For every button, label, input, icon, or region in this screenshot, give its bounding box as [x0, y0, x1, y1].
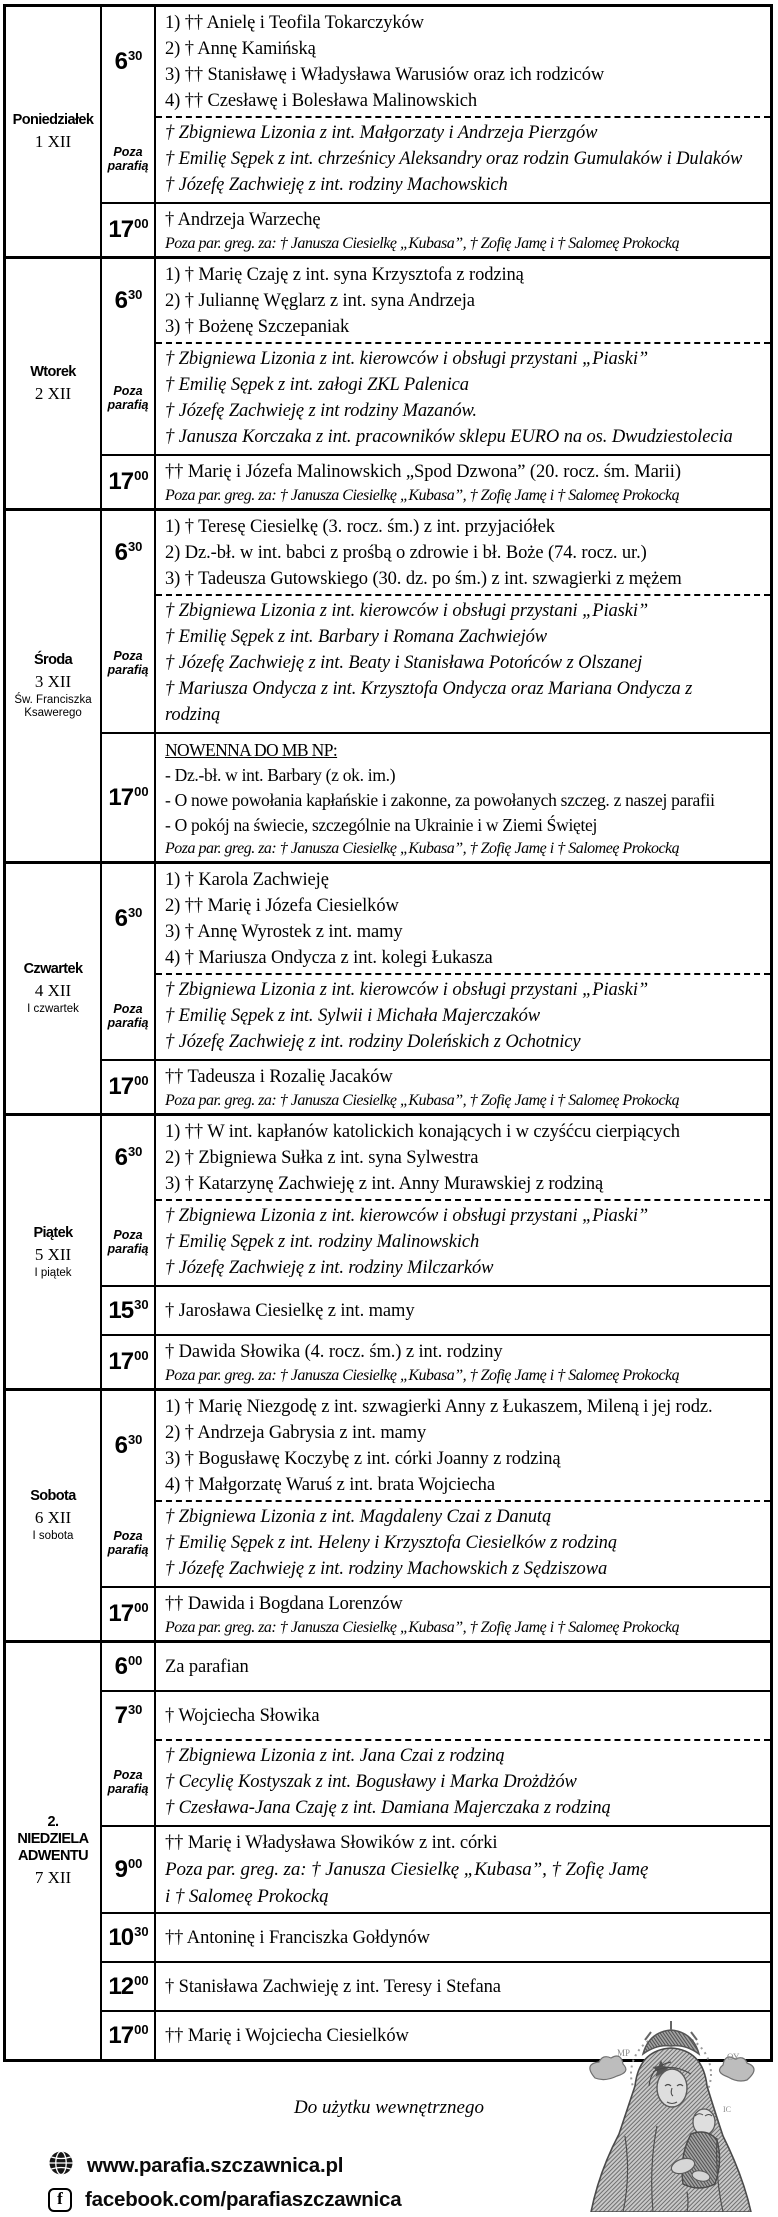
time-hour: 7	[114, 1701, 127, 1729]
day-rows	[102, 1643, 770, 2059]
time-hour: 17	[108, 216, 134, 243]
day-rows	[102, 1391, 770, 1640]
intention-line: 1) † Marię Czaję z int. syna Krzysztofa z rodziną	[165, 265, 524, 285]
outside-parish-label: Poza parafią	[102, 1199, 156, 1285]
intentions-block	[156, 1643, 770, 1690]
time-hour: 6	[114, 1431, 127, 1459]
intention-line: † Emilię Sępek z int. rodziny Malinowskich	[165, 1232, 480, 1252]
intention-line: † Zbigniewa Lizonia z int. kierowców i obsługi przystani „Piaski”	[165, 980, 649, 1000]
intention-line: † Emilię Sępek z int. chrześnicy Aleksandry oraz rodzin Gumulaków i Dulaków	[165, 149, 743, 169]
day-name: Sobota	[30, 1488, 76, 1504]
outside-parish-label: Poza parafią	[102, 973, 156, 1059]
intention-line: 1) † Karola Zachwieję	[165, 870, 329, 890]
mass-time: 6 $^{30}$	[102, 1391, 156, 1500]
intention-line: Poza par. greg. za: † Janusza Ciesielkę „Kubasa”, † Zofię Jamę i † Salomeę Prokocką	[165, 840, 680, 857]
outside-parish-block	[156, 973, 770, 1059]
outside-parish-block	[156, 594, 770, 732]
intention-line: † Andrzeja Warzechę	[165, 210, 321, 230]
day-cell	[6, 7, 102, 256]
outside-parish-block	[156, 116, 770, 202]
intentions-block	[156, 1963, 770, 2010]
time-hour: 17	[108, 2021, 134, 2049]
intention-line: † Czesława-Jana Czaję z int. Damiana Majerczaka z rodziną	[165, 1798, 611, 1818]
mass-row	[102, 732, 770, 861]
day-note: I piątek	[34, 1266, 72, 1279]
mass-row	[102, 454, 770, 508]
intention-line: 3) † Bogusławę Koczybę z int. córki Joanny z rodziną	[165, 1449, 561, 1469]
outside-parish-block	[156, 342, 770, 454]
intention-line: 2) † Zbigniewa Sułka z int. syna Sylwestra	[165, 1148, 479, 1168]
time-hour: 6	[114, 904, 127, 932]
footer	[0, 2048, 778, 2212]
time-hour: 6	[114, 538, 127, 566]
day-cell	[6, 864, 102, 1113]
day-note: I czwartek	[27, 1003, 79, 1015]
intention-line: † Wojciecha Słowika	[165, 1706, 320, 1726]
intentions-block	[156, 511, 770, 594]
mass-row	[102, 202, 770, 256]
intention-line: † Józefę Zachwieję z int. rodziny Machowskich z Sędziszowa	[165, 1559, 608, 1579]
mass-row	[102, 1912, 770, 1961]
time-hour: 9	[114, 1855, 127, 1883]
svg-text:ΙϹ: ΙϹ	[723, 2105, 731, 2114]
mass-row	[102, 1285, 770, 1334]
intention-line: † Zbigniewa Lizonia z int. kierowców i obsługi przystani „Piaski”	[165, 349, 649, 369]
intention-line: 4) † Małgorzatę Waruś z int. brata Wojciecha	[165, 1475, 495, 1495]
outside-parish-block	[156, 1199, 770, 1285]
day-section	[6, 508, 770, 861]
day-section	[6, 1388, 770, 1640]
intention-line: †† Antoninę i Franciszka Gołdynów	[165, 1928, 430, 1948]
mass-time: 17 $^{00}$	[102, 204, 156, 256]
time-hour: 17	[108, 1600, 134, 1627]
intention-line: † Emilię Sępek z int. Barbary i Romana Zachwiejów	[165, 627, 548, 647]
mass-time: 17 $^{00}$	[102, 456, 156, 508]
intention-line: † Jarosława Ciesielkę z int. mamy	[165, 1301, 415, 1321]
intention-line: rodziną	[165, 705, 221, 725]
mass-row	[102, 1643, 770, 1690]
outside-parish-block	[156, 1500, 770, 1586]
intention-line: 3) † Annę Wyrostek z int. mamy	[165, 922, 403, 942]
time-hour: 6	[114, 1143, 127, 1171]
time-hour: 17	[108, 783, 134, 811]
intentions-block	[156, 1914, 770, 1961]
day-date: 4 XII	[34, 981, 72, 1000]
intention-line: 4) † Mariusza Ondycza z int. kolegi Łukasza	[165, 948, 493, 968]
time-hour: 17	[108, 1073, 134, 1100]
mass-row	[102, 1690, 770, 1825]
intention-line: † Emilię Sępek z int. Sylwii i Michała Majerczaków	[165, 1006, 541, 1026]
day-name: Czwartek	[23, 961, 83, 977]
intention-line: † Zbigniewa Lizonia z int. kierowców i obsługi przystani „Piaski”	[165, 1206, 649, 1226]
day-name: Poniedziałek	[12, 111, 94, 128]
intention-line: † Stanisława Zachwieję z int. Teresy i Stefana	[165, 1977, 501, 1997]
time-hour: 6	[114, 47, 127, 75]
day-section	[6, 7, 770, 256]
day-date: 5 XII	[34, 1244, 72, 1264]
day-date: 2 XII	[34, 383, 72, 403]
day-date: 1 XII	[34, 131, 72, 151]
website-url: www.parafia.szczawnica.pl	[87, 2153, 344, 2177]
intentions-block	[156, 456, 770, 508]
our-lady-of-perpetual-help-icon	[565, 2016, 777, 2212]
day-name: ADWENTU	[18, 1848, 88, 1864]
intentions-block	[156, 1391, 770, 1500]
day-cell	[6, 1116, 102, 1388]
day-rows	[102, 259, 770, 508]
mass-time: 17 $^{00}$	[102, 734, 156, 861]
intentions-block	[156, 1692, 770, 1739]
intention-line: † Emilię Sępek z int. załogi ZKL Palenica	[165, 375, 469, 395]
time-hour: 6	[114, 286, 127, 314]
mass-row	[102, 1334, 770, 1388]
facebook-icon: f	[48, 2188, 72, 2212]
day-section	[6, 1640, 770, 2059]
day-name: Środa	[33, 652, 73, 668]
mass-row	[102, 1961, 770, 2010]
intention-line: † Józefę Zachwieję z int. rodziny Machowskich	[165, 175, 508, 195]
intention-line: † Zbigniewa Lizonia z int. Jana Czai z rodziną	[165, 1746, 505, 1766]
day-name: 2.	[47, 1814, 59, 1830]
intentions-block	[156, 259, 770, 342]
intention-line: † Zbigniewa Lizonia z int. Magdaleny Czai z Danutą	[165, 1507, 552, 1527]
intention-line: † Zbigniewa Lizonia z int. Małgorzaty i Andrzeja Pierzgów	[165, 123, 598, 143]
mass-row	[102, 7, 770, 202]
intention-line: 4) †† Czesławę i Bolesława Malinowskich	[165, 91, 478, 111]
intention-line: 2) †† Marię i Józefa Ciesielków	[165, 896, 399, 916]
intentions-block	[156, 1061, 770, 1113]
day-rows	[102, 7, 770, 256]
intentions-block	[156, 864, 770, 973]
outside-parish-label: Poza parafią	[102, 342, 156, 454]
day-cell	[6, 1643, 102, 2059]
day-rows	[102, 511, 770, 861]
outside-parish-label: Poza parafią	[102, 116, 156, 202]
mass-row	[102, 1059, 770, 1113]
intention-line: † Józefę Zachwieję z int. rodziny Doleńskich z Ochotnicy	[165, 1032, 581, 1052]
mass-time: 15 $^{30}$	[102, 1287, 156, 1334]
mass-time: 6 $^{30}$	[102, 1116, 156, 1199]
intentions-block	[156, 7, 770, 116]
time-hour: 17	[108, 1348, 134, 1375]
mass-row	[102, 511, 770, 732]
intentions-block	[156, 1287, 770, 1334]
time-hour: 12	[108, 1972, 134, 2000]
intention-line: i † Salomeę Prokocką	[165, 1886, 329, 1907]
mass-row	[102, 864, 770, 1059]
day-name: NIEDZIELA	[17, 1831, 89, 1847]
intention-line: † Zbigniewa Lizonia z int. kierowców i obsługi przystani „Piaski”	[165, 601, 649, 621]
intention-line: Za parafian	[165, 1657, 249, 1677]
intention-line: 1) † Teresę Ciesielkę (3. rocz. śm.) z int. przyjaciółek	[165, 517, 555, 537]
intention-line: Poza par. greg. za: † Janusza Ciesielkę „Kubasa”, † Zofię Jamę i † Salomeę Prokocką	[165, 487, 680, 504]
mass-time: 17 $^{00}$	[102, 1336, 156, 1388]
mass-time: 12 $^{00}$	[102, 1963, 156, 2010]
mass-time: 17 $^{00}$	[102, 1061, 156, 1113]
svg-text:ΘΥ: ΘΥ	[727, 2052, 740, 2062]
intention-line: †† Dawida i Bogdana Lorenzów	[165, 1594, 403, 1614]
intention-line: 2) † Annę Kamińską	[165, 39, 316, 59]
mass-time: 17 $^{00}$	[102, 1588, 156, 1640]
mass-time: 9 $^{00}$	[102, 1827, 156, 1912]
time-hour: 6	[114, 1652, 127, 1680]
outside-parish-block	[156, 1739, 770, 1825]
outside-parish-label: Poza parafią	[102, 594, 156, 732]
intentions-block	[156, 1827, 770, 1912]
intention-line: † Józefę Zachwieję z int rodziny Mazanów.	[165, 401, 477, 421]
day-section	[6, 256, 770, 508]
time-hour: 15	[108, 1296, 134, 1324]
internal-use-note: Do użytku wewnętrznego	[294, 2097, 484, 2118]
day-date: 7 XII	[34, 1868, 72, 1887]
intention-line: - Dz.-bł. w int. Barbary (z ok. im.)	[165, 765, 396, 785]
intention-line: 1) † Marię Niezgodę z int. szwagierki Anny z Łukaszem, Mileną i jej rodz.	[165, 1397, 713, 1417]
day-note: Św. Franciszka Ksawerego	[14, 694, 92, 719]
facebook-url: facebook.com/parafiaszczawnica	[85, 2188, 402, 2211]
day-date: 6 XII	[34, 1508, 72, 1527]
day-name: Piątek	[33, 1224, 73, 1241]
intentions-block	[156, 1336, 770, 1388]
intention-line: † Dawida Słowika (4. rocz. śm.) z int. rodziny	[165, 1342, 503, 1362]
mass-intentions-table	[3, 4, 773, 2062]
intention-line: Poza par. greg. za: † Janusza Ciesielkę „Kubasa”, † Zofię Jamę i † Salomeę Prokocką	[165, 235, 680, 252]
day-section	[6, 1113, 770, 1388]
mass-time: 6 $^{30}$	[102, 7, 156, 116]
intention-line: 3) †† Stanisławę i Władysława Warusiów oraz ich rodziców	[165, 65, 605, 85]
intention-line: †† Marię i Władysława Słowików z int. córki	[165, 1833, 498, 1853]
intention-line: †† Tadeusza i Rozalię Jacaków	[165, 1067, 393, 1087]
intention-line: † Janusza Korczaka z int. pracowników sklepu EURO na os. Dwudziestolecia	[165, 427, 733, 447]
day-note: I sobota	[32, 1530, 74, 1542]
day-rows	[102, 1116, 770, 1388]
day-name: Wtorek	[30, 363, 76, 380]
intention-line: Poza par. greg. za: † Janusza Ciesielkę „Kubasa”, † Zofię Jamę i † Salomeę Prokocką	[165, 1367, 680, 1384]
intention-line: 2) † Andrzeja Gabrysia z int. mamy	[165, 1423, 427, 1443]
intention-line: 3) † Bożenę Szczepaniak	[165, 317, 350, 337]
intentions-block	[156, 1116, 770, 1199]
day-rows	[102, 864, 770, 1113]
intention-line: † Cecylię Kostyszak z int. Bogusławy i Marka Drożdżów	[165, 1772, 577, 1792]
intention-line: †† Marię i Józefa Malinowskich „Spod Dzwona” (20. rocz. śm. Marii)	[165, 462, 681, 482]
day-cell	[6, 1391, 102, 1640]
mass-time: 7 $^{30}$	[102, 1692, 156, 1739]
globe-icon	[48, 2150, 74, 2181]
intention-line: †† Marię i Wojciecha Ciesielków	[165, 2026, 409, 2046]
intention-line: 2) Dz.-bł. w int. babci z prośbą o zdrowie i bł. Boże (74. rocz. ur.)	[165, 543, 647, 563]
intentions-block	[156, 734, 770, 861]
time-hour: 17	[108, 468, 134, 495]
intentions-block	[156, 1588, 770, 1640]
intention-line: Poza par. greg. za: † Janusza Ciesielkę „Kubasa”, † Zofię Jamę	[165, 1859, 649, 1880]
intentions-block	[156, 204, 770, 256]
mass-time: 17 $^{00}$	[102, 2012, 156, 2059]
mass-time: 6 $^{30}$	[102, 511, 156, 594]
mass-time: 6 $^{30}$	[102, 864, 156, 973]
mass-row	[102, 1825, 770, 1912]
mass-row	[102, 259, 770, 454]
intention-line: † Emilię Sępek z int. Heleny i Krzysztofa Ciesielków z rodziną	[165, 1533, 617, 1553]
intention-line: † Józefę Zachwieję z int. Beaty i Stanisława Potońców z Olszanej	[165, 653, 643, 673]
intention-line: † Józefę Zachwieję z int. rodziny Milczarków	[165, 1258, 494, 1278]
intention-line: Poza par. greg. za: † Janusza Ciesielkę „Kubasa”, † Zofię Jamę i † Salomeę Prokocką	[165, 1092, 680, 1109]
intention-line: 3) † Tadeusza Gutowskiego (30. dz. po śm.) z int. szwagierki z mężem	[165, 569, 682, 589]
mass-row	[102, 1391, 770, 1586]
outside-parish-label: Poza parafią	[102, 1739, 156, 1825]
intention-line: 1) †† Anielę i Teofila Tokarczyków	[165, 13, 424, 33]
intention-line: NOWENNA DO MB NP:	[165, 740, 338, 760]
mass-row	[102, 1116, 770, 1285]
outside-parish-label: Poza parafią	[102, 1500, 156, 1586]
intention-line: Poza par. greg. za: † Janusza Ciesielkę „Kubasa”, † Zofię Jamę i † Salomeę Prokocką	[165, 1619, 680, 1636]
mass-time: 10 $^{30}$	[102, 1914, 156, 1961]
mass-time: 6 $^{00}$	[102, 1643, 156, 1690]
mass-time: 6 $^{30}$	[102, 259, 156, 342]
intention-line: - O pokój na świecie, szczególnie na Ukrainie i w Ziemi Świętej	[165, 815, 598, 835]
intention-line: 3) † Katarzynę Zachwieję z int. Anny Murawskiej z rodziną	[165, 1174, 604, 1194]
day-date: 3 XII	[34, 672, 72, 691]
mass-row	[102, 1586, 770, 1640]
day-cell	[6, 259, 102, 508]
intention-line: 2) † Juliannę Węglarz z int. syna Andrzeja	[165, 291, 475, 311]
bulletin-page	[0, 4, 778, 2211]
intention-line: † Mariusza Ondycza z int. Krzysztofa Ondycza oraz Mariana Ondycza z	[165, 679, 693, 699]
day-section	[6, 861, 770, 1113]
time-hour: 10	[108, 1923, 134, 1951]
intention-line: 1) †† W int. kapłanów katolickich konających i w czyśćcu cierpiących	[165, 1122, 680, 1142]
day-cell	[6, 511, 102, 861]
svg-text:ΜΡ: ΜΡ	[617, 2048, 631, 2058]
intention-line: - O nowe powołania kapłańskie i zakonne, za powołanych szczeg. z naszej parafii	[165, 790, 715, 810]
